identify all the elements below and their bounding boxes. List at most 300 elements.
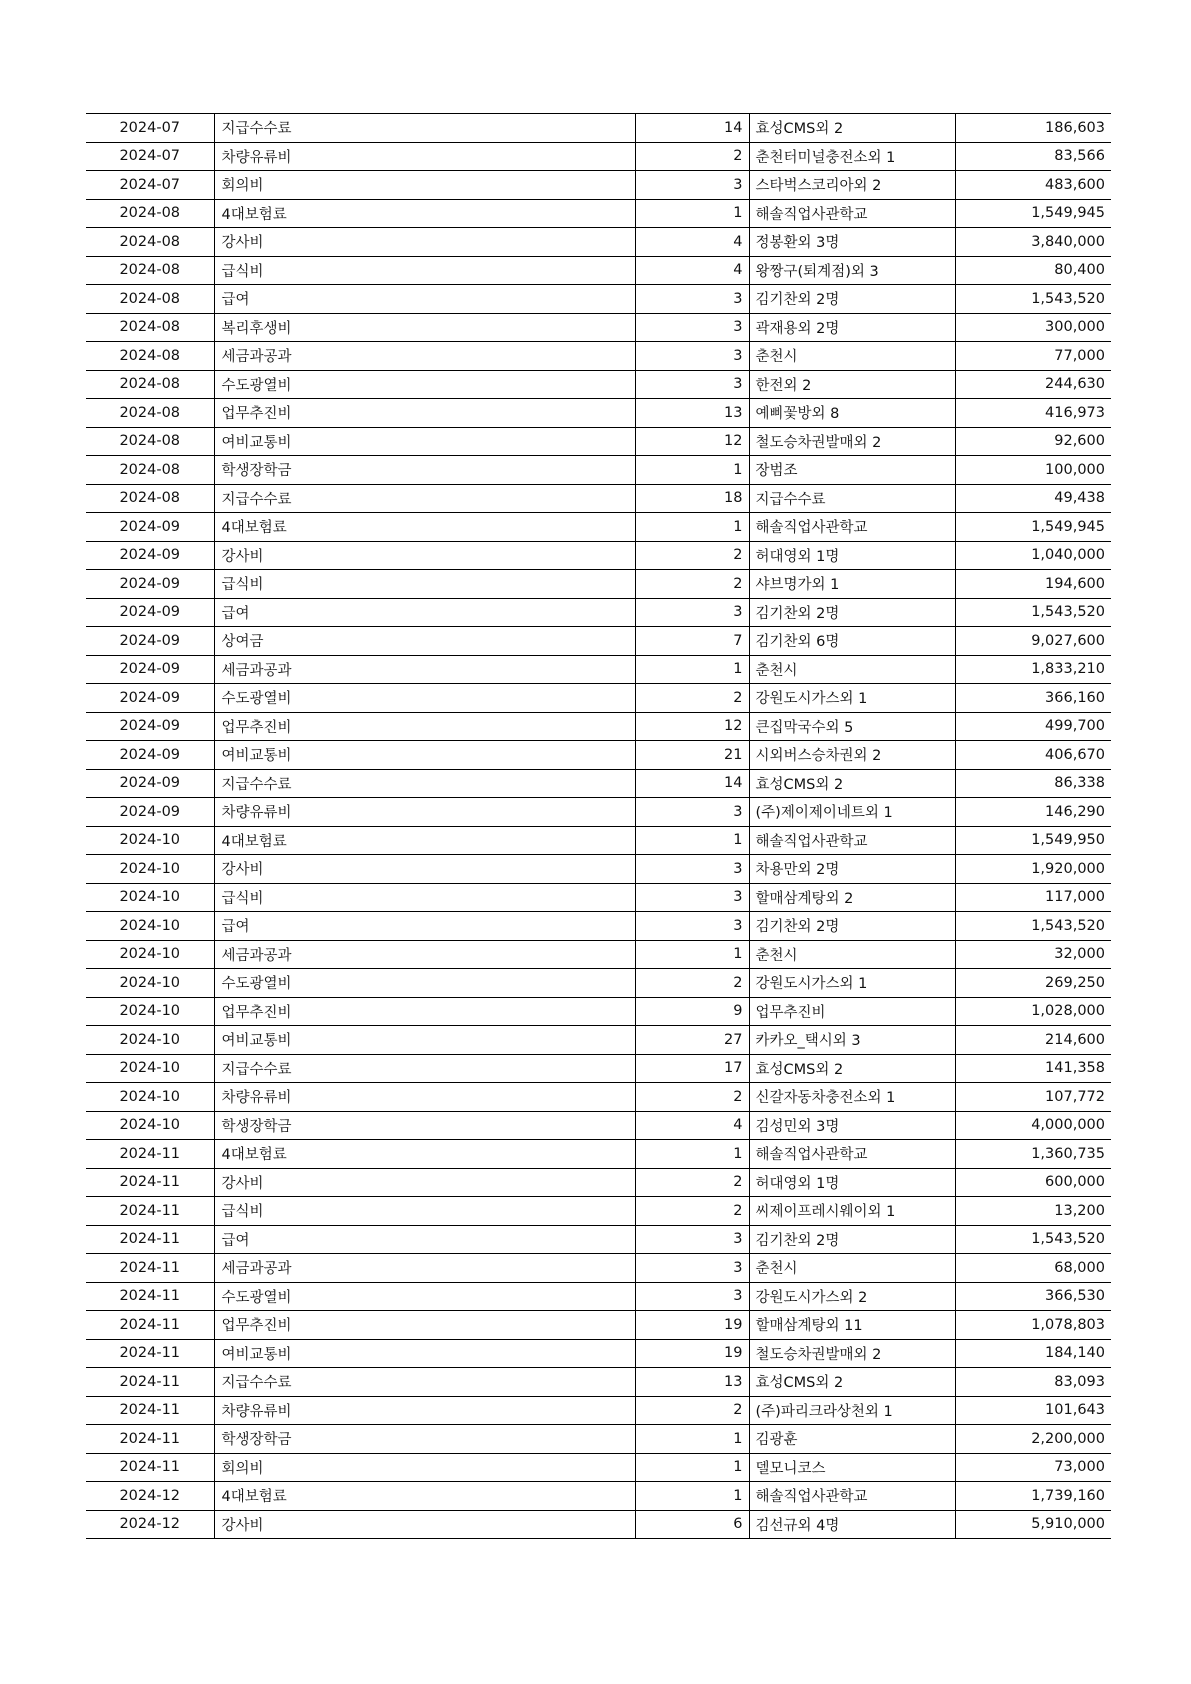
count-cell: 19 <box>635 1311 749 1340</box>
expense-item-cell: 강사비 <box>214 541 635 570</box>
table-row <box>86 1482 1111 1511</box>
payee-cell: 해솔직업사관학교 <box>749 1140 955 1169</box>
month-cell: 2024-07 <box>86 142 214 171</box>
count-cell: 2 <box>635 570 749 599</box>
count-cell: 3 <box>635 285 749 314</box>
payee-cell: 해솔직업사관학교 <box>749 826 955 855</box>
payee-cell: 해솔직업사관학교 <box>749 199 955 228</box>
expense-item-cell: 여비교통비 <box>214 1026 635 1055</box>
amount-cell: 49,438 <box>955 484 1111 513</box>
payee-cell: 강원도시가스외 1 <box>749 969 955 998</box>
expense-item-cell: 지급수수료 <box>214 484 635 513</box>
table-row <box>86 513 1111 542</box>
month-cell: 2024-08 <box>86 427 214 456</box>
payee-cell: 효성CMS외 2 <box>749 1054 955 1083</box>
count-cell: 4 <box>635 256 749 285</box>
payee-cell: 허대영외 1명 <box>749 541 955 570</box>
count-cell: 3 <box>635 342 749 371</box>
amount-cell: 77,000 <box>955 342 1111 371</box>
payee-cell: 김기찬외 2명 <box>749 912 955 941</box>
count-cell: 3 <box>635 313 749 342</box>
amount-cell: 244,630 <box>955 370 1111 399</box>
month-cell: 2024-09 <box>86 570 214 599</box>
count-cell: 1 <box>635 940 749 969</box>
expense-item-cell: 여비교통비 <box>214 1339 635 1368</box>
payee-cell: 할매삼계탕외 2 <box>749 883 955 912</box>
month-cell: 2024-09 <box>86 598 214 627</box>
amount-cell: 1,549,950 <box>955 826 1111 855</box>
payee-cell: 철도승차권발매외 2 <box>749 1339 955 1368</box>
expense-item-cell: 4대보험료 <box>214 1140 635 1169</box>
amount-cell: 184,140 <box>955 1339 1111 1368</box>
amount-cell: 83,566 <box>955 142 1111 171</box>
payee-cell: (주)제이제이네트외 1 <box>749 798 955 827</box>
amount-cell: 2,200,000 <box>955 1425 1111 1454</box>
expense-item-cell: 급여 <box>214 598 635 627</box>
amount-cell: 73,000 <box>955 1453 1111 1482</box>
payee-cell: 시외버스승차권외 2 <box>749 741 955 770</box>
count-cell: 3 <box>635 883 749 912</box>
expense-item-cell: 급여 <box>214 285 635 314</box>
month-cell: 2024-11 <box>86 1140 214 1169</box>
amount-cell: 117,000 <box>955 883 1111 912</box>
expense-item-cell: 지급수수료 <box>214 1054 635 1083</box>
table-row <box>86 1026 1111 1055</box>
amount-cell: 107,772 <box>955 1083 1111 1112</box>
table-row <box>86 1339 1111 1368</box>
payee-cell: 김기찬외 2명 <box>749 598 955 627</box>
expense-item-cell: 급식비 <box>214 256 635 285</box>
payee-cell: 한전외 2 <box>749 370 955 399</box>
amount-cell: 186,603 <box>955 114 1111 143</box>
count-cell: 3 <box>635 370 749 399</box>
payee-cell: 델모니코스 <box>749 1453 955 1482</box>
count-cell: 14 <box>635 769 749 798</box>
payee-cell: 정봉환외 3명 <box>749 228 955 257</box>
month-cell: 2024-09 <box>86 541 214 570</box>
expense-item-cell: 급식비 <box>214 1197 635 1226</box>
payee-cell: 큰집막국수외 5 <box>749 712 955 741</box>
count-cell: 13 <box>635 399 749 428</box>
count-cell: 3 <box>635 855 749 884</box>
table-row <box>86 114 1111 143</box>
amount-cell: 1,543,520 <box>955 1225 1111 1254</box>
table-row <box>86 1453 1111 1482</box>
expense-item-cell: 업무추진비 <box>214 1311 635 1340</box>
table-row <box>86 1054 1111 1083</box>
expense-item-cell: 세금과공과 <box>214 342 635 371</box>
month-cell: 2024-09 <box>86 513 214 542</box>
expense-item-cell: 여비교통비 <box>214 741 635 770</box>
amount-cell: 141,358 <box>955 1054 1111 1083</box>
expense-item-cell: 세금과공과 <box>214 1254 635 1283</box>
month-cell: 2024-11 <box>86 1453 214 1482</box>
payee-cell: 카카오_택시외 3 <box>749 1026 955 1055</box>
amount-cell: 499,700 <box>955 712 1111 741</box>
expense-item-cell: 학생장학금 <box>214 456 635 485</box>
table-row <box>86 883 1111 912</box>
table-row <box>86 1396 1111 1425</box>
table-row <box>86 142 1111 171</box>
count-cell: 1 <box>635 199 749 228</box>
count-cell: 2 <box>635 969 749 998</box>
month-cell: 2024-08 <box>86 199 214 228</box>
expense-item-cell: 강사비 <box>214 1510 635 1539</box>
table-row <box>86 313 1111 342</box>
table-row <box>86 1225 1111 1254</box>
expense-item-cell: 업무추진비 <box>214 997 635 1026</box>
expense-item-cell: 상여금 <box>214 627 635 656</box>
table-row <box>86 427 1111 456</box>
amount-cell: 80,400 <box>955 256 1111 285</box>
payee-cell: 김선규외 4명 <box>749 1510 955 1539</box>
table-row <box>86 1083 1111 1112</box>
count-cell: 3 <box>635 171 749 200</box>
table-row <box>86 342 1111 371</box>
amount-cell: 1,549,945 <box>955 199 1111 228</box>
amount-cell: 1,040,000 <box>955 541 1111 570</box>
month-cell: 2024-10 <box>86 826 214 855</box>
payee-cell: 김기찬외 2명 <box>749 1225 955 1254</box>
count-cell: 2 <box>635 1197 749 1226</box>
expense-item-cell: 급여 <box>214 912 635 941</box>
count-cell: 4 <box>635 228 749 257</box>
expense-item-cell: 여비교통비 <box>214 427 635 456</box>
expense-item-cell: 지급수수료 <box>214 1368 635 1397</box>
expense-item-cell: 지급수수료 <box>214 114 635 143</box>
table-row <box>86 855 1111 884</box>
payee-cell: 춘천터미널충전소외 1 <box>749 142 955 171</box>
amount-cell: 366,530 <box>955 1282 1111 1311</box>
amount-cell: 13,200 <box>955 1197 1111 1226</box>
amount-cell: 1,360,735 <box>955 1140 1111 1169</box>
month-cell: 2024-11 <box>86 1225 214 1254</box>
expense-item-cell: 수도광열비 <box>214 1282 635 1311</box>
expense-item-cell: 업무추진비 <box>214 399 635 428</box>
month-cell: 2024-10 <box>86 1054 214 1083</box>
month-cell: 2024-10 <box>86 969 214 998</box>
month-cell: 2024-08 <box>86 456 214 485</box>
payee-cell: 샤브명가외 1 <box>749 570 955 599</box>
table-row <box>86 1111 1111 1140</box>
table-row <box>86 1311 1111 1340</box>
month-cell: 2024-08 <box>86 342 214 371</box>
table-row <box>86 741 1111 770</box>
amount-cell: 1,543,520 <box>955 598 1111 627</box>
payee-cell: 김기찬외 6명 <box>749 627 955 656</box>
expense-item-cell: 차량유류비 <box>214 142 635 171</box>
amount-cell: 406,670 <box>955 741 1111 770</box>
month-cell: 2024-10 <box>86 997 214 1026</box>
amount-cell: 269,250 <box>955 969 1111 998</box>
table-row <box>86 1168 1111 1197</box>
month-cell: 2024-08 <box>86 256 214 285</box>
amount-cell: 100,000 <box>955 456 1111 485</box>
expense-item-cell: 회의비 <box>214 171 635 200</box>
count-cell: 21 <box>635 741 749 770</box>
expense-item-cell: 4대보험료 <box>214 1482 635 1511</box>
amount-cell: 1,028,000 <box>955 997 1111 1026</box>
month-cell: 2024-11 <box>86 1282 214 1311</box>
count-cell: 3 <box>635 1282 749 1311</box>
month-cell: 2024-11 <box>86 1425 214 1454</box>
payee-cell: 효성CMS외 2 <box>749 769 955 798</box>
count-cell: 1 <box>635 1482 749 1511</box>
table-row <box>86 769 1111 798</box>
amount-cell: 194,600 <box>955 570 1111 599</box>
month-cell: 2024-08 <box>86 399 214 428</box>
expense-item-cell: 세금과공과 <box>214 655 635 684</box>
table-row <box>86 684 1111 713</box>
expense-item-cell: 복리후생비 <box>214 313 635 342</box>
month-cell: 2024-08 <box>86 313 214 342</box>
count-cell: 2 <box>635 142 749 171</box>
table-row <box>86 912 1111 941</box>
count-cell: 6 <box>635 1510 749 1539</box>
month-cell: 2024-09 <box>86 684 214 713</box>
payee-cell: 해솔직업사관학교 <box>749 513 955 542</box>
expense-item-cell: 학생장학금 <box>214 1111 635 1140</box>
table-row <box>86 228 1111 257</box>
amount-cell: 1,549,945 <box>955 513 1111 542</box>
month-cell: 2024-09 <box>86 741 214 770</box>
table-row <box>86 456 1111 485</box>
month-cell: 2024-11 <box>86 1254 214 1283</box>
table-row <box>86 627 1111 656</box>
month-cell: 2024-11 <box>86 1311 214 1340</box>
month-cell: 2024-11 <box>86 1339 214 1368</box>
payee-cell: 김기찬외 2명 <box>749 285 955 314</box>
payee-cell: 김성민외 3명 <box>749 1111 955 1140</box>
expense-item-cell: 수도광열비 <box>214 370 635 399</box>
payee-cell: 효성CMS외 2 <box>749 114 955 143</box>
table-row <box>86 399 1111 428</box>
table-row <box>86 997 1111 1026</box>
count-cell: 1 <box>635 513 749 542</box>
expense-item-cell: 회의비 <box>214 1453 635 1482</box>
month-cell: 2024-07 <box>86 114 214 143</box>
table-row <box>86 256 1111 285</box>
expense-item-cell: 급여 <box>214 1225 635 1254</box>
amount-cell: 4,000,000 <box>955 1111 1111 1140</box>
count-cell: 4 <box>635 1111 749 1140</box>
table-row <box>86 655 1111 684</box>
table-row <box>86 570 1111 599</box>
table-row <box>86 171 1111 200</box>
amount-cell: 214,600 <box>955 1026 1111 1055</box>
amount-cell: 101,643 <box>955 1396 1111 1425</box>
payee-cell: 지급수수료 <box>749 484 955 513</box>
table-row <box>86 826 1111 855</box>
month-cell: 2024-08 <box>86 228 214 257</box>
month-cell: 2024-11 <box>86 1197 214 1226</box>
table-row <box>86 199 1111 228</box>
expense-item-cell: 차량유류비 <box>214 1396 635 1425</box>
count-cell: 2 <box>635 541 749 570</box>
payee-cell: 장범조 <box>749 456 955 485</box>
month-cell: 2024-10 <box>86 1083 214 1112</box>
amount-cell: 416,973 <box>955 399 1111 428</box>
table-row <box>86 1197 1111 1226</box>
count-cell: 12 <box>635 427 749 456</box>
count-cell: 19 <box>635 1339 749 1368</box>
month-cell: 2024-12 <box>86 1482 214 1511</box>
count-cell: 1 <box>635 655 749 684</box>
expense-item-cell: 차량유류비 <box>214 1083 635 1112</box>
count-cell: 7 <box>635 627 749 656</box>
table-row <box>86 484 1111 513</box>
amount-cell: 86,338 <box>955 769 1111 798</box>
expense-item-cell: 학생장학금 <box>214 1425 635 1454</box>
count-cell: 2 <box>635 1396 749 1425</box>
month-cell: 2024-09 <box>86 712 214 741</box>
expense-item-cell: 강사비 <box>214 1168 635 1197</box>
payee-cell: 왕짱구(퇴계점)외 3 <box>749 256 955 285</box>
payee-cell: 업무추진비 <box>749 997 955 1026</box>
payee-cell: 예삐꽃방외 8 <box>749 399 955 428</box>
payee-cell: 춘천시 <box>749 342 955 371</box>
count-cell: 1 <box>635 826 749 855</box>
amount-cell: 5,910,000 <box>955 1510 1111 1539</box>
table-row <box>86 1254 1111 1283</box>
expense-item-cell: 급식비 <box>214 570 635 599</box>
expense-item-cell: 세금과공과 <box>214 940 635 969</box>
count-cell: 2 <box>635 1168 749 1197</box>
count-cell: 1 <box>635 456 749 485</box>
month-cell: 2024-08 <box>86 484 214 513</box>
month-cell: 2024-09 <box>86 798 214 827</box>
month-cell: 2024-09 <box>86 769 214 798</box>
table-row <box>86 285 1111 314</box>
payee-cell: 춘천시 <box>749 940 955 969</box>
count-cell: 18 <box>635 484 749 513</box>
payee-cell: 씨제이프레시웨이외 1 <box>749 1197 955 1226</box>
payee-cell: 차용만외 2명 <box>749 855 955 884</box>
amount-cell: 1,543,520 <box>955 912 1111 941</box>
expense-item-cell: 강사비 <box>214 855 635 884</box>
amount-cell: 600,000 <box>955 1168 1111 1197</box>
month-cell: 2024-10 <box>86 1111 214 1140</box>
expense-item-cell: 4대보험료 <box>214 513 635 542</box>
payee-cell: 해솔직업사관학교 <box>749 1482 955 1511</box>
month-cell: 2024-10 <box>86 855 214 884</box>
count-cell: 12 <box>635 712 749 741</box>
amount-cell: 483,600 <box>955 171 1111 200</box>
amount-cell: 1,078,803 <box>955 1311 1111 1340</box>
count-cell: 9 <box>635 997 749 1026</box>
count-cell: 13 <box>635 1368 749 1397</box>
table-row <box>86 598 1111 627</box>
expense-item-cell: 수도광열비 <box>214 969 635 998</box>
payee-cell: (주)파리크라상천외 1 <box>749 1396 955 1425</box>
amount-cell: 1,739,160 <box>955 1482 1111 1511</box>
count-cell: 3 <box>635 598 749 627</box>
month-cell: 2024-10 <box>86 1026 214 1055</box>
month-cell: 2024-11 <box>86 1368 214 1397</box>
amount-cell: 1,833,210 <box>955 655 1111 684</box>
amount-cell: 92,600 <box>955 427 1111 456</box>
count-cell: 14 <box>635 114 749 143</box>
expense-ledger-table <box>86 113 1111 1539</box>
expense-item-cell: 업무추진비 <box>214 712 635 741</box>
payee-cell: 스타벅스코리아외 2 <box>749 171 955 200</box>
ledger-body <box>86 114 1111 1539</box>
amount-cell: 9,027,600 <box>955 627 1111 656</box>
count-cell: 2 <box>635 1083 749 1112</box>
amount-cell: 300,000 <box>955 313 1111 342</box>
amount-cell: 3,840,000 <box>955 228 1111 257</box>
month-cell: 2024-07 <box>86 171 214 200</box>
table-row <box>86 940 1111 969</box>
amount-cell: 366,160 <box>955 684 1111 713</box>
count-cell: 27 <box>635 1026 749 1055</box>
count-cell: 17 <box>635 1054 749 1083</box>
expense-item-cell: 수도광열비 <box>214 684 635 713</box>
month-cell: 2024-09 <box>86 627 214 656</box>
table-row <box>86 1425 1111 1454</box>
payee-cell: 효성CMS외 2 <box>749 1368 955 1397</box>
table-row <box>86 798 1111 827</box>
amount-cell: 32,000 <box>955 940 1111 969</box>
table-row <box>86 1282 1111 1311</box>
amount-cell: 68,000 <box>955 1254 1111 1283</box>
amount-cell: 146,290 <box>955 798 1111 827</box>
payee-cell: 곽재용외 2명 <box>749 313 955 342</box>
payee-cell: 신갈자동차충전소외 1 <box>749 1083 955 1112</box>
count-cell: 1 <box>635 1453 749 1482</box>
expense-item-cell: 지급수수료 <box>214 769 635 798</box>
count-cell: 3 <box>635 1225 749 1254</box>
payee-cell: 강원도시가스외 1 <box>749 684 955 713</box>
payee-cell: 강원도시가스외 2 <box>749 1282 955 1311</box>
expense-item-cell: 4대보험료 <box>214 199 635 228</box>
payee-cell: 춘천시 <box>749 1254 955 1283</box>
count-cell: 3 <box>635 912 749 941</box>
month-cell: 2024-08 <box>86 370 214 399</box>
month-cell: 2024-12 <box>86 1510 214 1539</box>
month-cell: 2024-10 <box>86 940 214 969</box>
table-row <box>86 1140 1111 1169</box>
payee-cell: 춘천시 <box>749 655 955 684</box>
month-cell: 2024-11 <box>86 1396 214 1425</box>
month-cell: 2024-10 <box>86 883 214 912</box>
month-cell: 2024-09 <box>86 655 214 684</box>
amount-cell: 1,920,000 <box>955 855 1111 884</box>
expense-item-cell: 강사비 <box>214 228 635 257</box>
count-cell: 1 <box>635 1140 749 1169</box>
count-cell: 3 <box>635 1254 749 1283</box>
table-row <box>86 969 1111 998</box>
payee-cell: 철도승차권발매외 2 <box>749 427 955 456</box>
expense-item-cell: 차량유류비 <box>214 798 635 827</box>
table-row <box>86 1368 1111 1397</box>
table-row <box>86 541 1111 570</box>
table-row <box>86 370 1111 399</box>
month-cell: 2024-11 <box>86 1168 214 1197</box>
count-cell: 2 <box>635 684 749 713</box>
month-cell: 2024-10 <box>86 912 214 941</box>
expense-item-cell: 4대보험료 <box>214 826 635 855</box>
expense-item-cell: 급식비 <box>214 883 635 912</box>
payee-cell: 김광훈 <box>749 1425 955 1454</box>
payee-cell: 허대영외 1명 <box>749 1168 955 1197</box>
month-cell: 2024-08 <box>86 285 214 314</box>
payee-cell: 할매삼계탕외 11 <box>749 1311 955 1340</box>
amount-cell: 1,543,520 <box>955 285 1111 314</box>
count-cell: 3 <box>635 798 749 827</box>
count-cell: 1 <box>635 1425 749 1454</box>
table-row <box>86 712 1111 741</box>
